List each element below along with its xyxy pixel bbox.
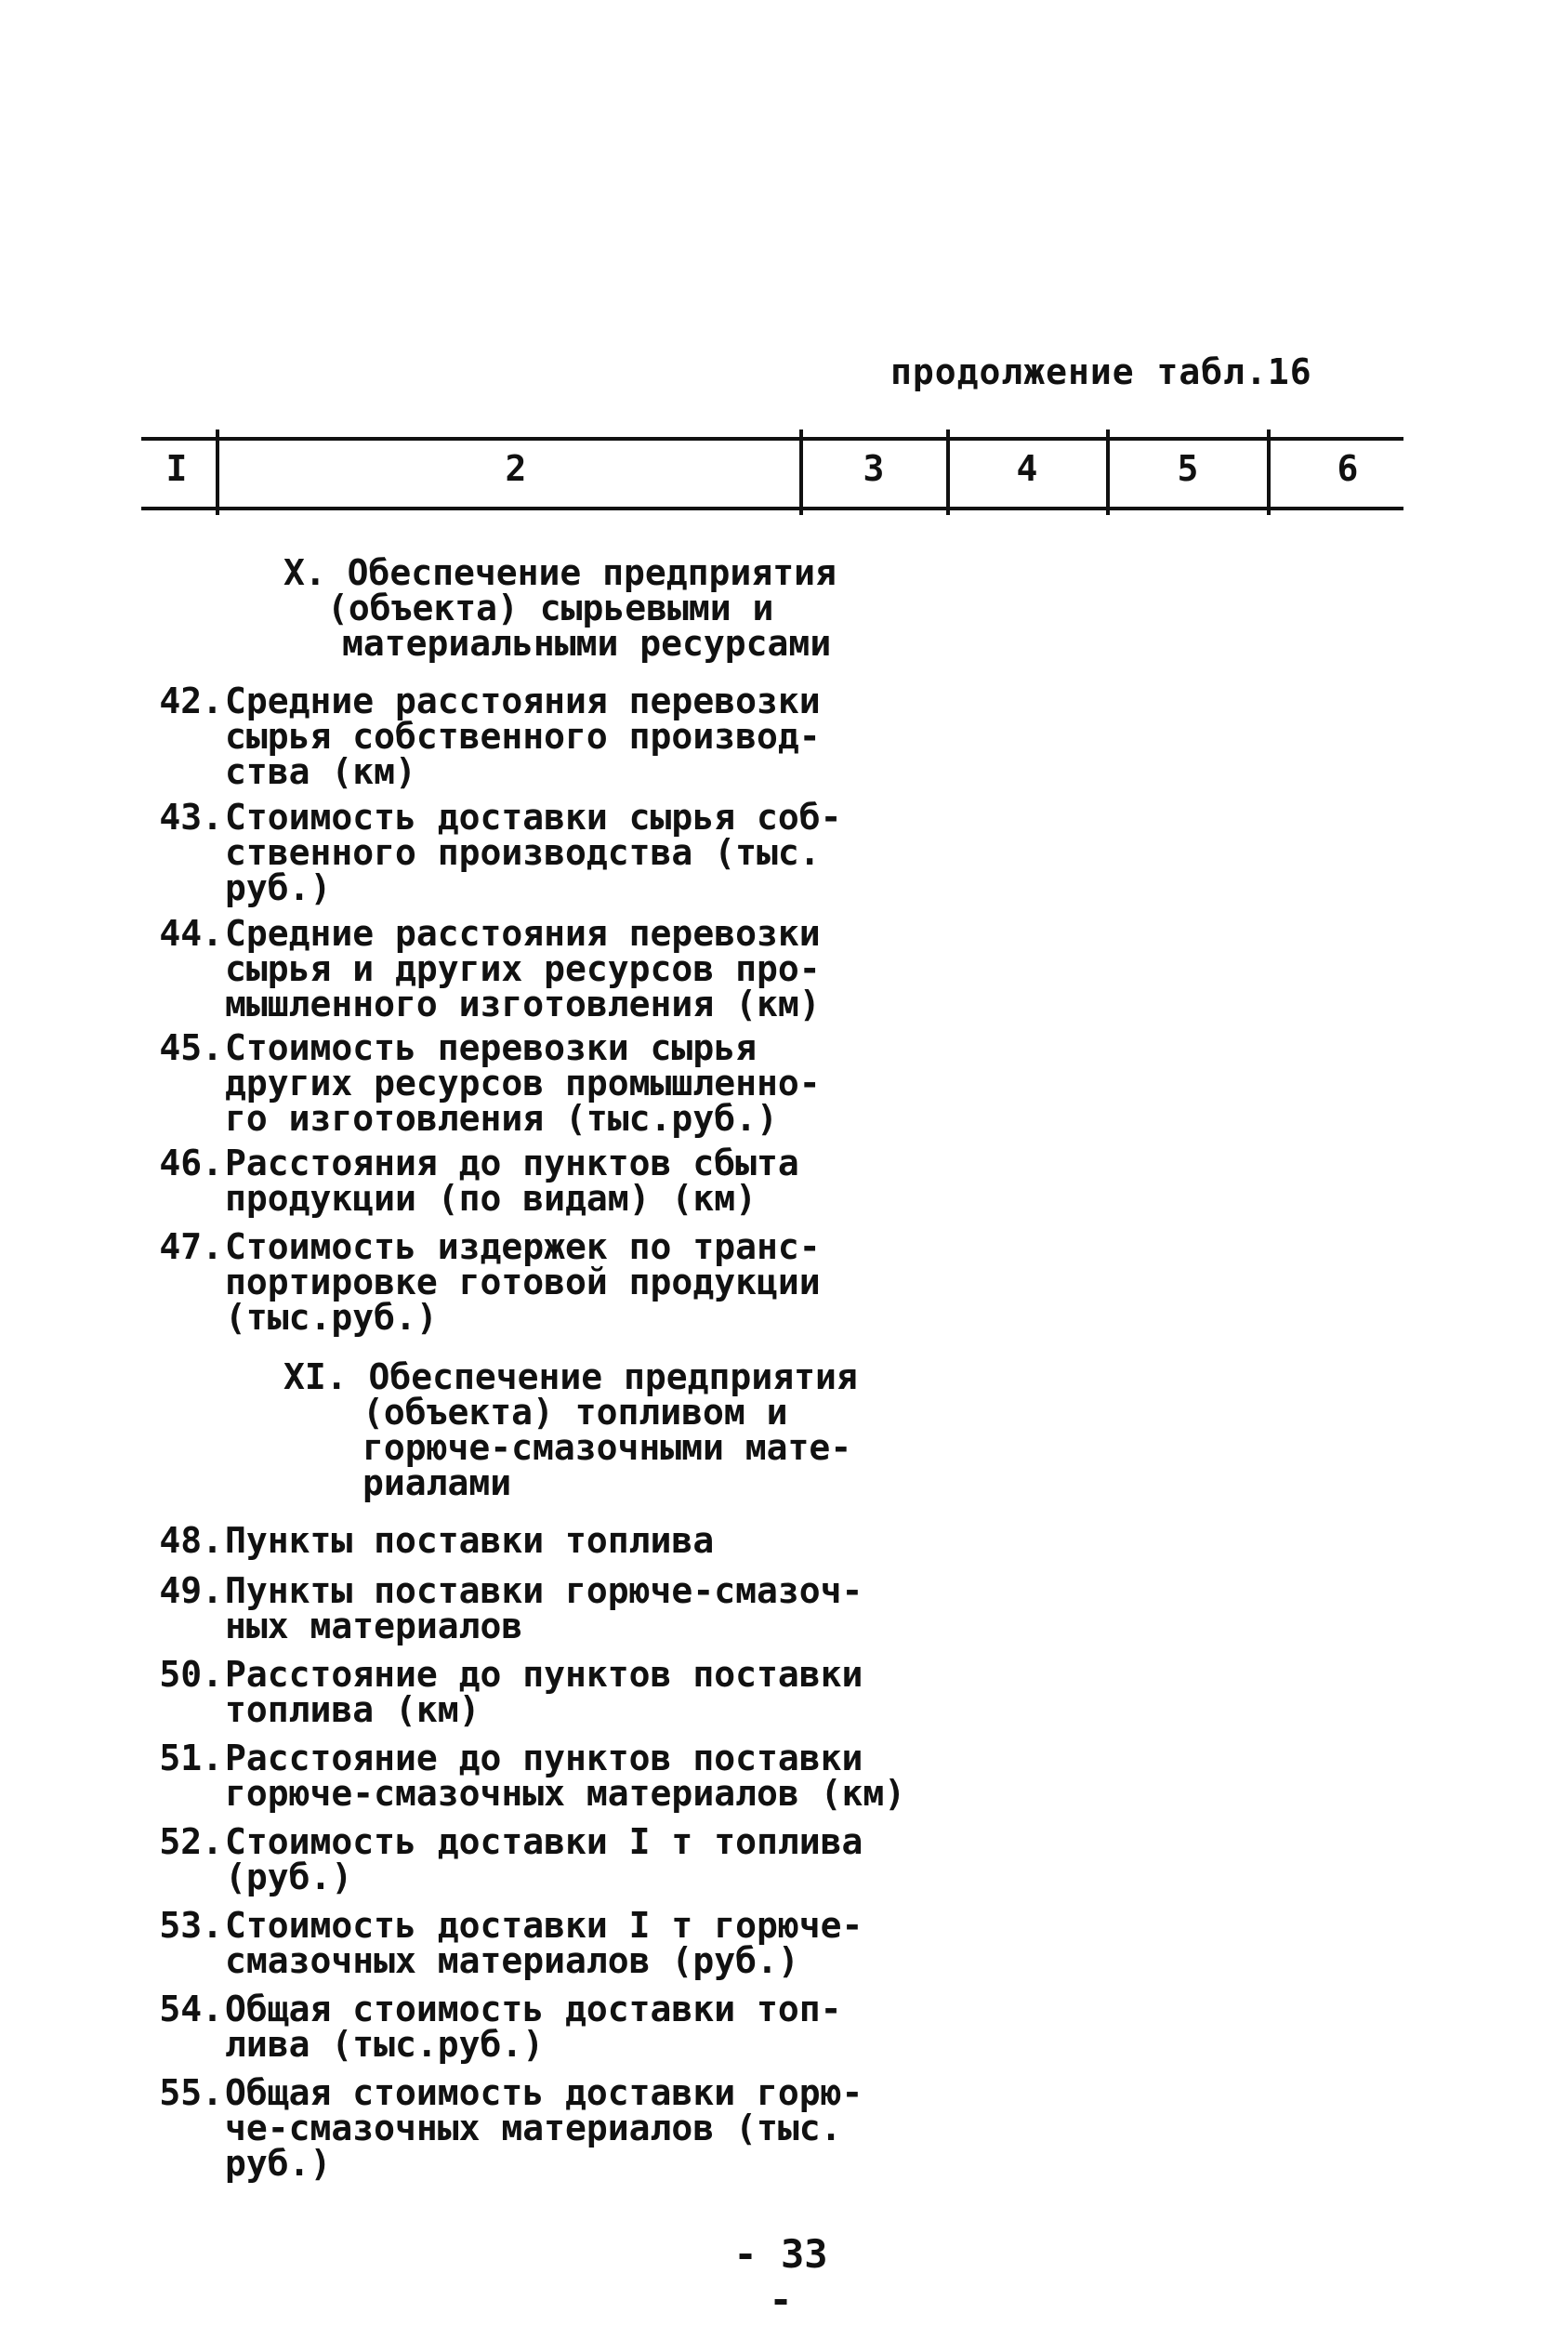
table-continuation-title: продолжение табл.16 [890, 351, 1312, 392]
item-text: Стоимость перевозки сырья других ресурсов промышленно- го изготовления (тыс.руб.) [225, 1027, 821, 1139]
column-header-6: 6 [1337, 448, 1359, 489]
item-number: 51. [159, 1738, 223, 1778]
item-text: Пункты поставки топлива [225, 1520, 715, 1561]
page-number: - 33 - [733, 2231, 828, 2322]
item-number: 43. [159, 797, 223, 838]
column-separator [1106, 430, 1110, 515]
item-number: 48. [159, 1520, 223, 1561]
item-number: 42. [159, 681, 223, 721]
item-text: Стоимость доставки I т топлива (руб.) [225, 1821, 863, 1897]
item-text: Общая стоимость доставки горю- че-смазочных материалов (тыс. руб.) [225, 2072, 863, 2184]
item-text: Средние расстояния перевозки сырья и других ресурсов про- мышленного изготовления (км) [225, 913, 821, 1024]
column-separator [216, 430, 219, 515]
section-heading-line: горюче-смазочными мате- [362, 1427, 852, 1468]
item-text: Стоимость издержек по транс- портировке готовой продукции (тыс.руб.) [225, 1226, 821, 1338]
item-number: 53. [159, 1905, 223, 1946]
item-number: 50. [159, 1654, 223, 1695]
column-header-3: 3 [863, 448, 885, 489]
table-header-top-rule [141, 437, 1403, 441]
item-number: 54. [159, 1989, 223, 2029]
column-separator [799, 430, 803, 515]
item-text: Средние расстояния перевозки сырья собственного производ- ства (км) [225, 681, 821, 792]
section-heading-line: XI. Обеспечение предприятия [283, 1356, 858, 1397]
item-text: Общая стоимость доставки топ- лива (тыс.руб.) [225, 1989, 842, 2065]
item-number: 55. [159, 2072, 223, 2113]
item-text: Пункты поставки горюче-смазоч- ных материалов [225, 1570, 863, 1646]
column-header-4: 4 [1016, 448, 1038, 489]
section-heading-line: (объекта) сырьевыми и [327, 588, 774, 628]
item-number: 49. [159, 1570, 223, 1611]
item-text: Расстояние до пунктов поставки горюче-смазочных материалов (км) [225, 1738, 906, 1814]
section-heading-line: материальными ресурсами [342, 623, 832, 664]
section-heading-line: X. Обеспечение предприятия [283, 552, 837, 593]
item-text: Расстояние до пунктов поставки топлива (км) [225, 1654, 863, 1730]
item-number: 47. [159, 1226, 223, 1267]
item-number: 52. [159, 1821, 223, 1862]
column-header-1: I [165, 448, 188, 489]
item-text: Стоимость доставки I т горюче- смазочных материалов (руб.) [225, 1905, 863, 1981]
item-number: 46. [159, 1143, 223, 1183]
section-heading-line: (объекта) топливом и [362, 1392, 788, 1433]
column-header-2: 2 [505, 448, 527, 489]
item-number: 45. [159, 1027, 223, 1068]
column-header-5: 5 [1177, 448, 1199, 489]
item-text: Стоимость доставки сырья соб- ственного производства (тыс. руб.) [225, 797, 842, 908]
column-separator [1267, 430, 1271, 515]
item-number: 44. [159, 913, 223, 954]
column-separator [946, 430, 950, 515]
section-heading-line: риалами [362, 1462, 512, 1503]
table-header-bottom-rule [141, 507, 1403, 510]
item-text: Расстояния до пунктов сбыта продукции (по видам) (км) [225, 1143, 799, 1219]
